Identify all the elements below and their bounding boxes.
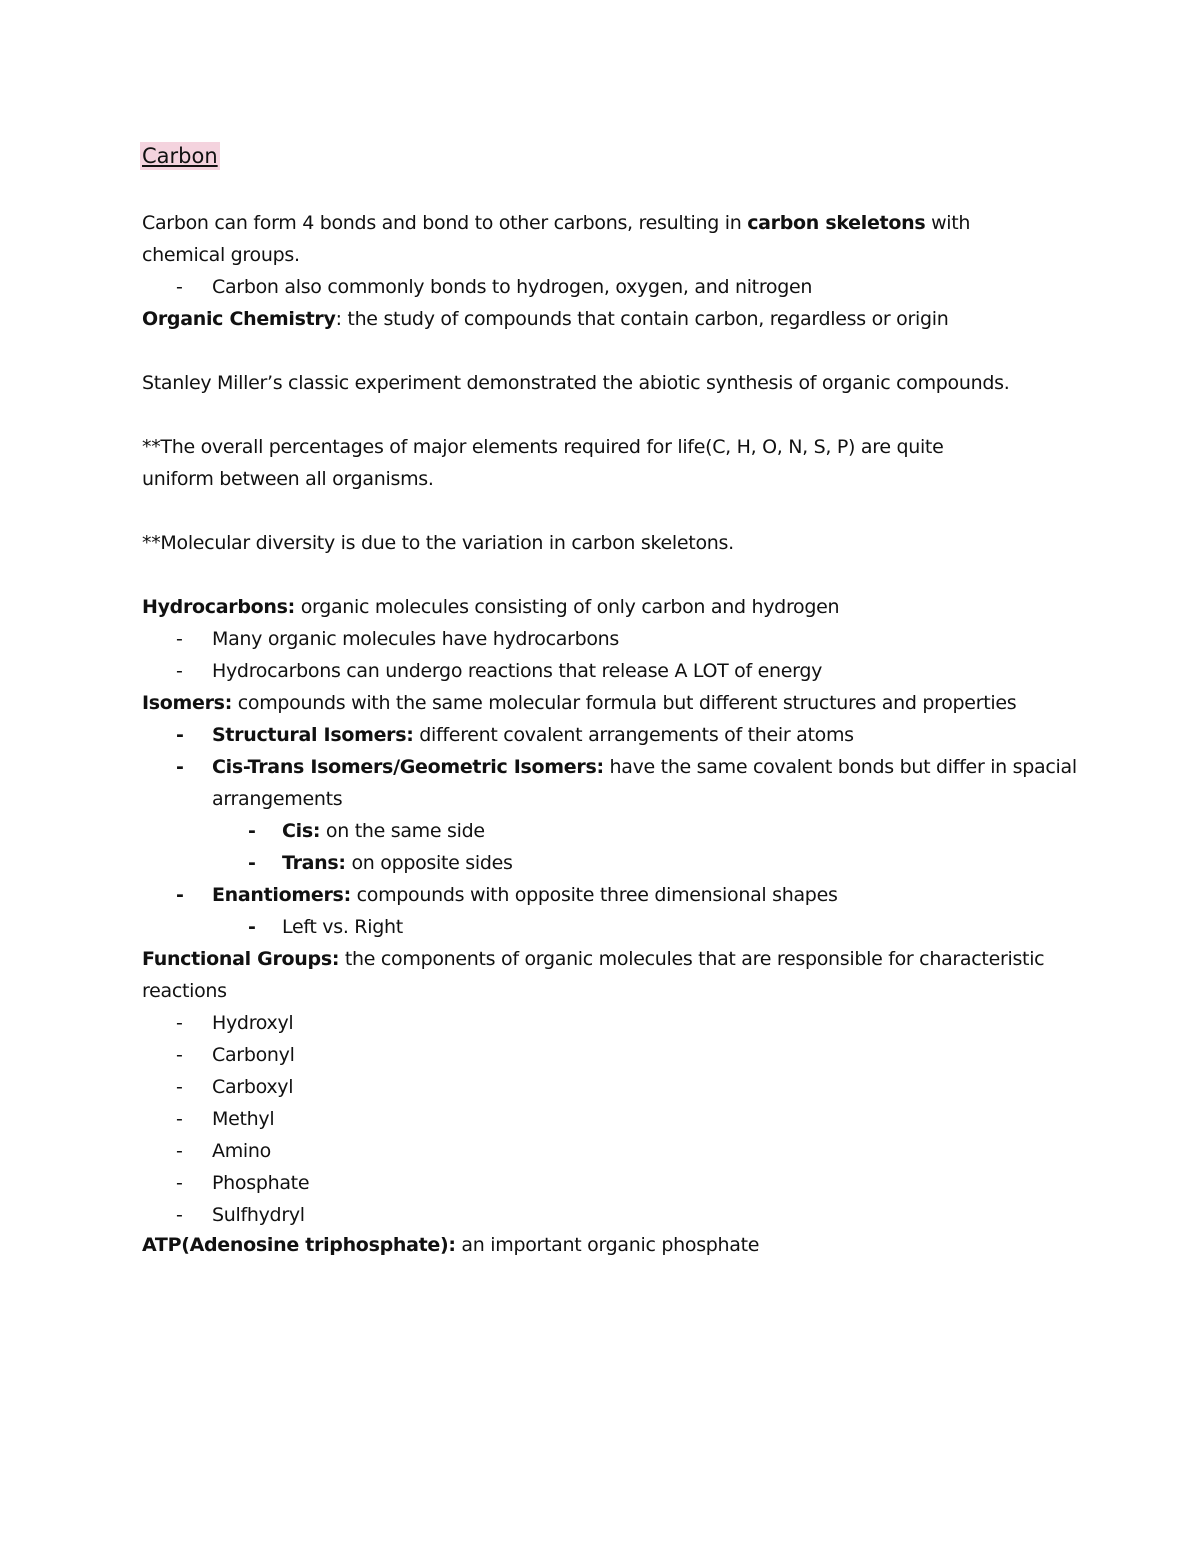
definition-text: on opposite sides <box>345 852 513 874</box>
bold-term: Cis: <box>282 820 321 842</box>
bullet-dash: - <box>248 820 256 842</box>
definition-text: compounds with the same molecular formula but different structures and properties <box>232 692 1017 714</box>
text: with <box>925 212 971 234</box>
bold-term: ATP(Adenosine triphosphate): <box>142 1234 456 1256</box>
list-item-functional-group: Carboxyl <box>212 1076 294 1098</box>
definition-text: have the same covalent bonds but differ in spacial <box>603 756 1077 778</box>
bullet-dash: - <box>176 724 184 746</box>
list-item-functional-group: Hydroxyl <box>212 1012 294 1034</box>
bold-term: Functional Groups: <box>142 948 340 970</box>
list-item: Carbon also commonly bonds to hydrogen, oxygen, and nitrogen <box>212 276 813 298</box>
paragraph-continuation: uniform between all organisms. <box>142 468 434 490</box>
list-item-functional-group: Carbonyl <box>212 1044 295 1066</box>
bold-term: Organic Chemistry <box>142 308 336 330</box>
list-item-enantiomers <box>212 882 838 908</box>
bullet-dash: - <box>176 1172 183 1194</box>
bullet-dash: - <box>176 1108 183 1130</box>
text: Carbon can form 4 bonds and bond to other carbons, resulting in <box>142 212 748 234</box>
bullet-dash: - <box>176 1076 183 1098</box>
list-item-functional-group: Methyl <box>212 1108 275 1130</box>
bullet-dash: - <box>176 1012 183 1034</box>
bold-term: Structural Isomers: <box>212 724 414 746</box>
bullet-dash: - <box>248 916 256 938</box>
definition-atp <box>142 1232 759 1258</box>
definition-text: the components of organic molecules that are responsible for characteristic <box>339 948 1045 970</box>
page-title: Carbon <box>142 144 218 168</box>
definition-text: : the study of compounds that contain carbon, regardless or origin <box>335 308 949 330</box>
bold-term: Isomers: <box>142 692 232 714</box>
list-item-cis-trans-isomers <box>212 754 1077 780</box>
list-item-trans <box>282 850 513 876</box>
definition-text: different covalent arrangements of their atoms <box>413 724 854 746</box>
definition-text: an important organic phosphate <box>455 1234 760 1256</box>
list-item-functional-group: Amino <box>212 1140 271 1162</box>
bullet-dash: - <box>176 756 184 778</box>
paragraph-diversity: **Molecular diversity is due to the variation in carbon skeletons. <box>142 532 734 554</box>
definition-text: on the same side <box>320 820 485 842</box>
list-item: Many organic molecules have hydrocarbons <box>212 628 620 650</box>
paragraph-percentages: **The overall percentages of major elements required for life(C, H, O, N, S, P) are quite <box>142 436 944 458</box>
bullet-dash: - <box>176 276 183 298</box>
bullet-dash: - <box>176 660 183 682</box>
bold-term: Trans: <box>282 852 346 874</box>
bold-term: carbon skeletons <box>747 212 926 234</box>
bold-term: Cis-Trans Isomers/Geometric Isomers: <box>212 756 604 778</box>
list-item: Hydrocarbons can undergo reactions that release A LOT of energy <box>212 660 823 682</box>
bullet-dash: - <box>176 884 184 906</box>
list-item-left-right: Left vs. Right <box>282 916 403 938</box>
list-item-functional-group: Phosphate <box>212 1172 310 1194</box>
list-item-continuation: arrangements <box>212 788 343 810</box>
definition-text: organic molecules consisting of only carbon and hydrogen <box>294 596 840 618</box>
definition-hydrocarbons <box>142 594 839 620</box>
paragraph-carbon-bonds <box>142 210 970 236</box>
definition-organic-chemistry <box>142 306 948 332</box>
bullet-dash: - <box>176 1204 183 1226</box>
paragraph-miller: Stanley Miller’s classic experiment demonstrated the abiotic synthesis of organic compounds. <box>142 372 1010 394</box>
definition-text: compounds with opposite three dimensional shapes <box>350 884 838 906</box>
bullet-dash: - <box>176 1140 183 1162</box>
list-item-structural-isomers <box>212 722 854 748</box>
paragraph-continuation: reactions <box>142 980 227 1002</box>
list-item-functional-group: Sulfhydryl <box>212 1204 305 1226</box>
list-item-cis <box>282 818 485 844</box>
bullet-dash: - <box>248 852 256 874</box>
definition-functional-groups <box>142 946 1044 972</box>
bold-term: Enantiomers: <box>212 884 351 906</box>
bullet-dash: - <box>176 628 183 650</box>
definition-isomers <box>142 690 1016 716</box>
paragraph-continuation: chemical groups. <box>142 244 300 266</box>
bullet-dash: - <box>176 1044 183 1066</box>
bold-term: Hydrocarbons: <box>142 596 295 618</box>
